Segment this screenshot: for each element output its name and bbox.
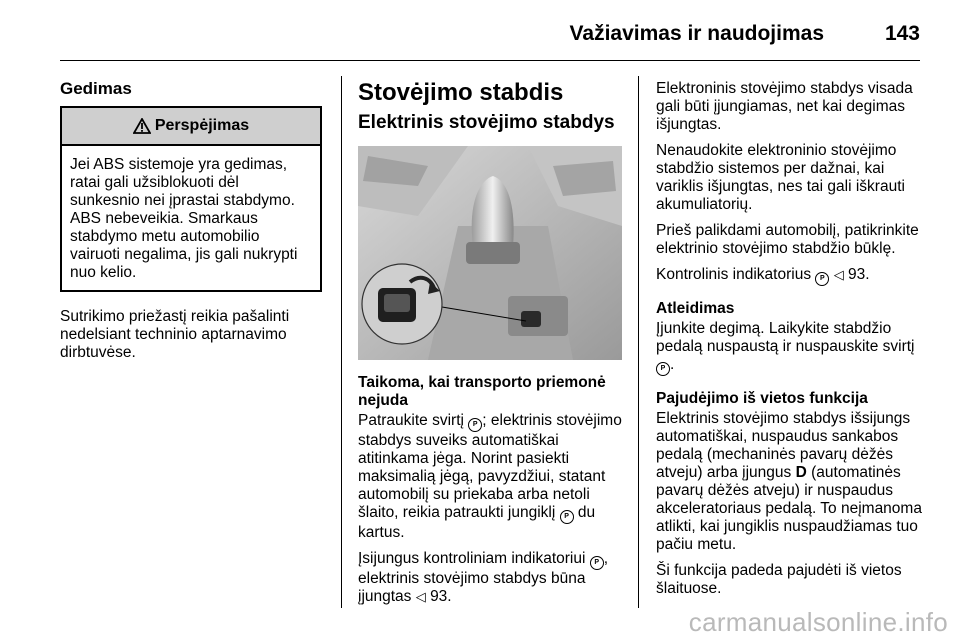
warning-text: Jei ABS sistemoje yra gedimas, ratai gali užsiblokuoti dėl sunkesnio nei įprastai stabdymo. ABS nebeveikia. Smarkaus stabdymo metu automobilio vairuoti negalima, jis gali nukrypti nuo kelio. [70,156,298,281]
page-reference[interactable]: 93. [430,588,452,605]
section-title-parking-brake: Stovėjimo stabdis [358,79,564,106]
release-heading: Atleidimas [656,300,735,317]
apply-text-b: ; elektrinis stovėjimo stabdys suveiks automatiškai atitinkama jėga. Norint pasiekti maksimalią jėgą, pavyzdžiui, statant automobilį su priekaba arba netoli šlaito, reikia patraukti jungiklį [358,412,622,521]
apply-paragraph [358,412,624,542]
indicator-label: Kontrolinis indikatorius [656,266,812,283]
warning-box-header [62,108,320,146]
fault-paragraph: Sutrikimo priežastį reikia pašalinti nedelsiant techninio aptarnavimo dirbtuvėse. [60,308,290,361]
indicator-text-a: Įsijungus kontroliniam indikatoriui [358,550,586,567]
apply-text-a: Patraukite svirtį [358,412,464,429]
parking-brake-symbol-icon: P [560,510,574,524]
column-rule-1 [341,76,342,608]
parking-brake-symbol-icon: P [815,272,829,286]
column-rule-2 [638,76,639,608]
left-column [60,80,325,370]
right-paragraph-4 [656,266,926,286]
parking-brake-symbol-icon: P [590,556,604,570]
gear-d-label: D [795,464,807,481]
warning-triangle-icon [133,118,151,134]
header-rule [60,60,920,61]
section-heading-gedimas: Gedimas [60,79,132,98]
middle-column [358,80,624,614]
page-reference-arrow-icon: ◁ [833,267,844,282]
warning-box [60,106,322,292]
apply-heading: Taikoma, kai transporto priemonė nejuda [358,374,606,409]
warning-title: Perspėjimas [154,117,250,134]
right-paragraph-3: Prieš palikdami automobilį, patikrinkite elektrinio stovėjimo stabdžio būklę. [656,222,919,257]
right-paragraph-5: Ši funkcija padeda pajudėti iš vietos šlaituose. [656,562,902,597]
release-text-a: Įjunkite degimą. Laikykite stabdžio pedalą nuspaustą ir nuspauskite svirtį [656,320,915,355]
indicator-paragraph [358,550,624,606]
indicator-text-b: , elektrinis stovėjimo stabdys būna įjungtas [358,550,609,605]
parking-brake-symbol-icon: P [468,418,482,432]
apply-text-c: du kartus. [358,504,596,541]
parking-brake-switch-photo [358,146,622,360]
page-reference[interactable]: 93. [848,266,870,283]
parking-brake-symbol-icon: P [656,362,670,376]
subsection-title-electric-parking-brake: Elektrinis stovėjimo stabdys [358,112,615,133]
release-text-b: . [670,356,675,373]
running-header-title: Važiavimas ir naudojimas [569,22,824,45]
page-number: 143 [884,22,920,45]
right-column [656,80,926,606]
driveaway-text-b: (automatinės pavarų dėžės atveju) ir nuspaudus akceleratoriaus pedalą. To neįmanoma atlikti, kai jungiklis nuspaudžiamas tuo pačiu metu. [656,464,922,553]
right-paragraph-2: Nenaudokite elektroninio stovėjimo stabdžio sistemos per dažnai, kai variklis išjungtas, nes tai gali iškrauti akumuliatorių. [656,142,905,213]
driveaway-heading: Pajudėjimo iš vietos funkcija [656,390,868,407]
driveaway-text-a: Elektrinis stovėjimo stabdys išsijungs automatiškai, nuspaudus sankabos pedalą (mechaninės pavarų dėžės atveju) arba įjungus [656,410,911,481]
driveaway-paragraph [656,410,926,554]
release-paragraph [656,320,926,376]
right-paragraph-1: Elektroninis stovėjimo stabdys visada gali būti įjungiamas, net kai degimas išjungtas. [656,80,913,133]
page-reference-arrow-icon: ◁ [415,589,426,604]
footer-watermark: carmanualsonline.info [688,607,948,637]
